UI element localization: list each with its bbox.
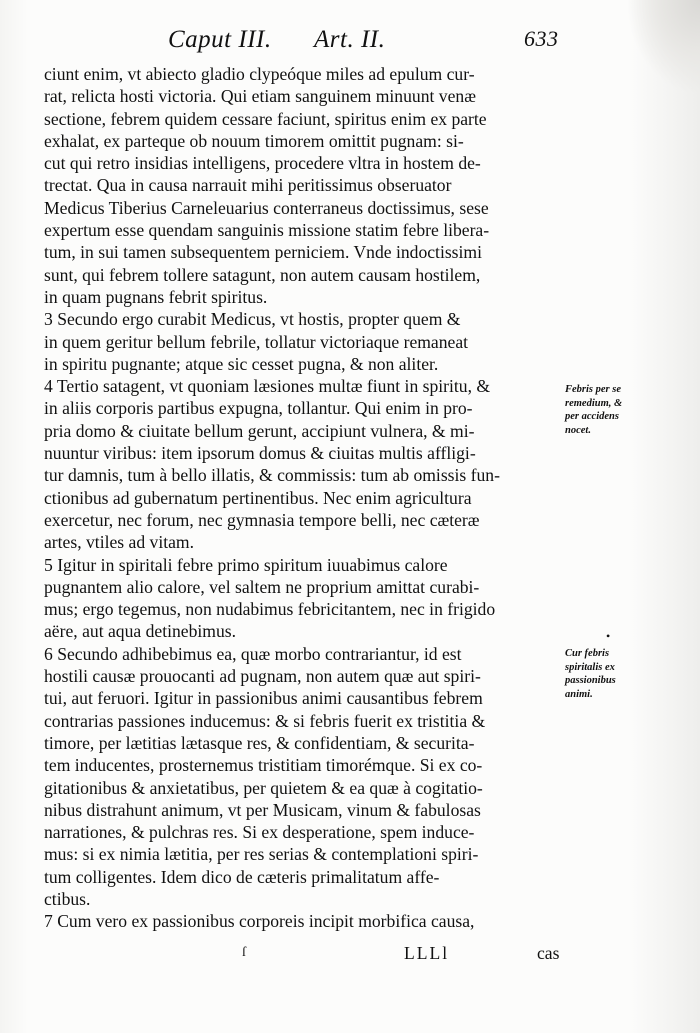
text-line: 5 Igitur in spiritali febre primo spiritum iuuabimus calore [44, 554, 448, 575]
text-line: 3 Secundo ergo curabit Medicus, vt hostis, propter quem & [44, 309, 461, 330]
text-line: gitationibus & anxietatibus, per quietem & ea quæ à cogitatio- [44, 777, 483, 798]
text-line: tur damnis, tum à bello illatis, & commissis: tum ab omissis fun- [44, 465, 500, 486]
margin-note-line: Febris per se [565, 384, 621, 395]
catchword: cas [537, 943, 560, 963]
text-line: exercetur, nec forum, nec gymnasia tempore belli, nec cæteræ [44, 509, 480, 530]
margin-note [565, 383, 622, 437]
ink-mark: ſ [242, 945, 246, 960]
margin-note-line: animi. [565, 688, 593, 700]
text-line: hostili causæ prouocanti ad pugnam, non autem quæ aut spiri- [44, 666, 481, 687]
text-line: Medicus Tiberius Carneleuarius conterraneus doctissimus, sese [44, 197, 489, 218]
text-line: nuuntur viribus: item ipsorum domus & ciuitas multis affligi- [44, 443, 476, 464]
text-line: in quam pugnans febrit spiritus. [44, 286, 268, 307]
text-line: contrarias passiones inducemus: & si febris fuerit ex tristitia & [44, 710, 486, 731]
ink-speck: • [606, 629, 611, 643]
text-line: artes, vtiles ad vitam. [44, 532, 194, 553]
text-line: sectione, febrem quidem cessare faciunt, spiritus enim ex parte [44, 108, 487, 129]
text-line: 4 Tertio satagent, vt quoniam læsiones multæ fiunt in spiritu, & [44, 376, 491, 397]
text-line: in quem geritur bellum febrile, tollatur victoriaque remaneat [44, 331, 469, 352]
main-text-block [44, 63, 560, 933]
text-line: 7 Cum vero ex passionibus corporeis incipit morbifica causa, [44, 911, 475, 932]
text-line: narrationes, & pulchras res. Si ex desperatione, spem induce- [44, 822, 475, 843]
text-line: timore, per lætitias lætasque res, & confidentiam, & securita- [44, 732, 475, 753]
margin-note-line: passionibus [565, 675, 616, 686]
signature-mark: LLLl [404, 943, 450, 963]
page-footer [0, 943, 700, 969]
article-label: Art. II. [314, 26, 386, 53]
text-line: tum colligentes. Idem dico de cæteris primalitatum affe- [44, 866, 440, 887]
text-line: rat, relicta hosti victoria. Qui etiam sanguinem minuunt venæ [44, 86, 476, 107]
text-line: 6 Secundo adhibebimus ea, quæ morbo contrariantur, id est [44, 643, 462, 664]
margin-note-line: Cur febris [565, 648, 610, 659]
text-line: aëre, aut aqua detinebimus. [44, 621, 236, 642]
margin-note [565, 647, 616, 701]
page-corner-wear [628, 0, 700, 92]
text-line: tum, in sui tamen subsequentem perniciem. Vnde indoctissimi [44, 242, 482, 263]
text-line: expertum esse quendam sanguinis missione statim febre libera- [44, 220, 490, 241]
text-line: nibus distrahunt animum, vt per Musicam, vinum & fabulosas [44, 799, 481, 820]
text-line: pria domo & ciuitate bellum gerunt, accipiunt vulnera, & mi- [44, 420, 475, 441]
text-line: in spiritu pugnante; atque sic cesset pugna, & non aliter. [44, 353, 439, 374]
margin-note-line: spiritalis ex [565, 661, 615, 673]
text-line: ctionibus ad gubernatum pertinentibus. Nec enim agricultura [44, 487, 472, 508]
text-line: pugnantem alio calore, vel saltem ne proprium amittat curabi- [44, 576, 480, 597]
text-line: sunt, qui febrem tollere satagunt, non autem causam hostilem, [44, 264, 481, 285]
text-line: ciunt enim, vt abiecto gladio clypeóque miles ad epulum cur- [44, 64, 475, 84]
text-line: tui, aut feruori. Igitur in passionibus animi causantibus febrem [44, 688, 483, 709]
text-line: mus: si ex nimia lætitia, per res serias & contemplationi spiri- [44, 844, 479, 865]
running-title: Caput III. [168, 26, 272, 53]
margin-note-line: remedium, & [565, 397, 623, 409]
text-line: cut qui retro insidias intelligens, procedere vltra in hostem de- [44, 153, 481, 174]
text-line: mus; ergo tegemus, non nudabimus febricitantem, nec in frigido [44, 599, 496, 620]
text-line: tem inducentes, prosternemus tristitiam timorémque. Si ex co- [44, 755, 483, 776]
page-number: 633 [524, 26, 559, 51]
text-line: in aliis corporis partibus expugna, tollantur. Qui enim in pro- [44, 398, 473, 419]
margin-note-line: nocet. [565, 424, 591, 436]
text-line: exhalat, ex parteque ob nouum timorem omittit pugnam: si- [44, 130, 464, 151]
text-line: ctibus. [44, 888, 91, 909]
text-line: trectat. Qua in causa narrauit mihi peritissimus obseruator [44, 175, 452, 196]
margin-note-line: per accidens [565, 411, 619, 422]
running-header [168, 26, 568, 58]
